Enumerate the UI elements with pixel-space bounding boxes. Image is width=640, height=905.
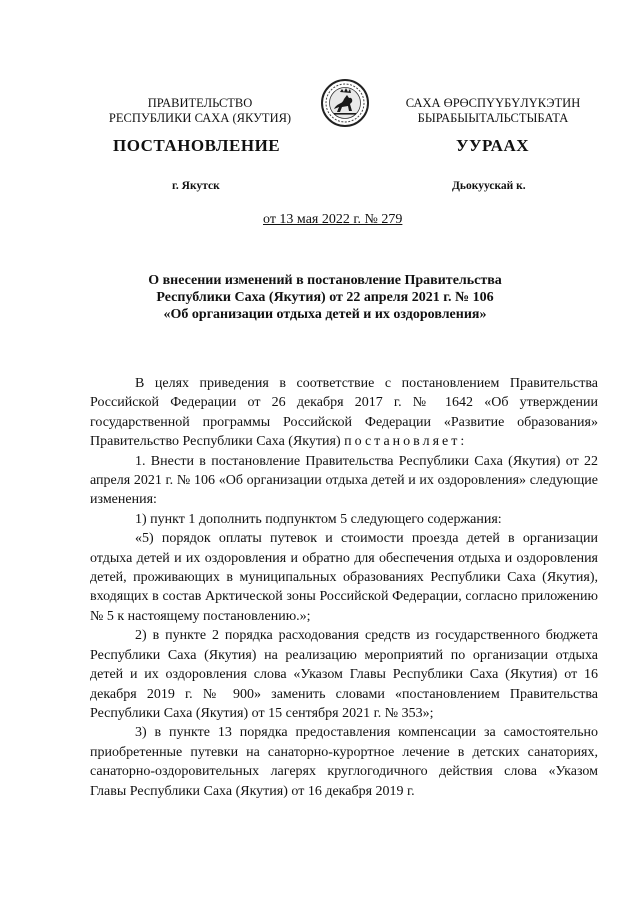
issuer-ru-line1: ПРАВИТЕЛЬСТВО: [147, 96, 253, 110]
paragraph-subitem-2: 2) в пункте 2 порядка расходования средств из государственного бюджета Республики Саха (Якутия) на реализацию мероприятий по организации отдыха детей и их оздоровления слова «Указом Главы Республики Саха (Якутия) от 16 декабря 2019 г. № 900» заменить словами «постановлением Правительства Республики Саха (Якутия) от 15 сентября 2021 г. № 353»;: [90, 628, 598, 721]
document-title-line2: Республики Саха (Якутия) от 22 апреля 2021 г. № 106: [156, 290, 494, 305]
document-title-line1: О внесении изменений в постановление Правительства: [148, 273, 502, 288]
document-title-line3: «Об организации отдыха детей и их оздоровления»: [163, 307, 487, 322]
paragraph-quoted-5: «5) порядок оплаты путевок и стоимости проезда детей в организации отдыха детей и их оздоровления и обратно для обеспечения отдыха и оздоровления детей, проживающих в муниципальных образованиях Республики Саха (Якутия), входящих в состав Арктической зоны Российской Федерации, согласно приложению № 5 к настоящему постановлению.»;: [90, 531, 598, 624]
issuer-ru: [95, 96, 305, 126]
resolves-word: постановляет:: [344, 434, 468, 450]
issuer-sah-line1: САХА ӨРӨСПҮҮБҮЛҮКЭТИН: [405, 96, 581, 110]
paragraph-item-1: 1. Внести в постановление Правительства Республики Саха (Якутия) от 22 апреля 2021 г. № 106 «Об организации отдыха детей и их оздоровления» следующие изменения:: [90, 453, 598, 508]
issuer-sah: [388, 96, 598, 126]
date-number-line: от 13 мая 2022 г. № 279: [263, 212, 403, 227]
paragraph-subitem-1: 1) пункт 1 дополнить подпунктом 5 следующего содержания:: [135, 511, 502, 527]
doc-type-ru: ПОСТАНОВЛЕНИЕ: [113, 136, 281, 155]
city-sah: Дьокуускай к.: [452, 180, 526, 192]
paragraph-preamble: [90, 374, 598, 452]
republic-emblem-icon: [320, 78, 370, 128]
document-title: [100, 272, 550, 323]
paragraph-subitem-3: 3) в пункте 13 порядка предоставления компенсации за самостоятельно приобретенные путевки на санаторно-курортное лечение в детских санаториях, санаторно-оздоровительных лагерях круглогодичного действия слова «Указом Главы Республики Саха (Якутия) от 16 декабря 2019 г.: [90, 725, 598, 799]
document-body: [90, 374, 598, 801]
doc-type-sah: УУРААХ: [456, 136, 529, 155]
preamble-text: В целях приведения в соответствие с постановлением Правительства Российской Федерации от 26 декабря 2017 г. № 1642 «Об утверждении государственной программы Российской Федерации «Развитие образования» Правительство Республики Саха (Якутия): [90, 376, 598, 450]
city-ru: г. Якутск: [172, 180, 220, 192]
issuer-sah-line2: БЫРАБЫЫТАЛЬСТЫБАТА: [417, 111, 569, 125]
issuer-ru-line2: РЕСПУБЛИКИ САХА (ЯКУТИЯ): [108, 111, 292, 125]
